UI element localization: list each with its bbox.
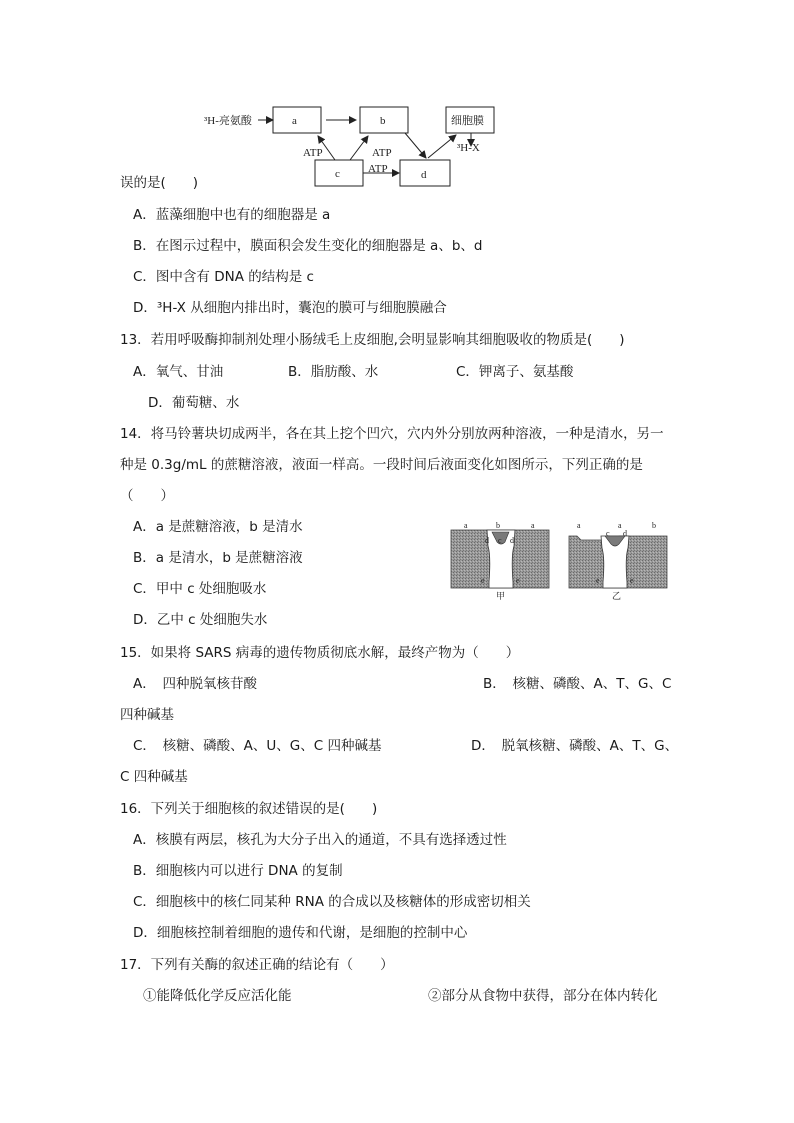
q14-stem-line2: 种是 0.3g/mL 的蔗糖溶液，液面一样高。一段时间后液面变化如图所示，下列正确的是	[120, 457, 643, 473]
q13-option-b: B．脂肪酸、水	[288, 364, 379, 380]
yi-label-a-left: a	[577, 521, 581, 530]
q14-option-a: A．a 是蔗糖溶液，b 是清水	[133, 519, 303, 535]
q14-option-c: C．甲中 c 处细胞吸水	[133, 581, 267, 597]
q16-option-c: C．细胞核中的核仁同某种 RNA 的合成以及核糖体的形成密切相关	[133, 894, 531, 910]
q17-item-2: ②部分从食物中获得，部分在体内转化	[428, 988, 658, 1004]
arrow-c-b	[350, 136, 368, 160]
yi-label-a-mid: a	[618, 521, 622, 530]
box-d-label: d	[421, 169, 427, 181]
box-membrane-label: 细胞膜	[451, 115, 484, 127]
q15-option-d-cont: C 四种碱基	[120, 769, 188, 785]
jia-label-a-right: a	[531, 521, 535, 530]
q14-option-d: D．乙中 c 处细胞失水	[133, 612, 268, 628]
jia-label-e-left: e	[481, 576, 485, 585]
jia-label-a-left: a	[464, 521, 468, 530]
jia-label-b: b	[496, 521, 500, 530]
q12-option-d: D．³H-X 从细胞内排出时，囊泡的膜可与细胞膜融合	[133, 300, 447, 316]
potato-osmosis-diagram	[447, 518, 675, 602]
arrow-d-membrane	[428, 135, 456, 158]
q12-stem-end: 误的是( )	[120, 175, 199, 191]
q15-option-d: D． 脱氧核糖、磷酸、A、T、G、	[471, 738, 679, 754]
yi-label-e-left: e	[596, 576, 600, 585]
q17-item-1: ①能降低化学反应活化能	[143, 988, 292, 1004]
q13-option-d: D．葡萄糖、水	[148, 395, 240, 411]
q14-stem-line1: 14．将马铃薯块切成两半，各在其上挖个凹穴，穴内外分别放两种溶液，一种是清水，另一	[120, 426, 664, 442]
q17-stem: 17．下列有关酶的叙述正确的结论有（ ）	[120, 957, 394, 973]
atp-label-2: ATP	[372, 147, 392, 159]
yi-label-b: b	[652, 521, 656, 530]
q15-stem: 15．如果将 SARS 病毒的遗传物质彻底水解，最终产物为（ ）	[120, 645, 520, 661]
jia-label-d-left: d	[485, 536, 489, 545]
input-label: ³H-亮氨酸	[204, 115, 252, 127]
q13-option-c: C．钾离子、氨基酸	[456, 364, 574, 380]
yi-label-e-right: e	[630, 576, 634, 585]
box-a	[273, 107, 321, 133]
q13-stem: 13．若用呼吸酶抑制剂处理小肠绒毛上皮细胞,会明显影响其细胞吸收的物质是( )	[120, 332, 625, 348]
q16-option-b: B．细胞核内可以进行 DNA 的复制	[133, 863, 343, 879]
q15-option-b-cont: 四种碱基	[120, 707, 174, 723]
jia-label-d-right: d	[510, 536, 514, 545]
q12-option-c: C．图中含有 DNA 的结构是 c	[133, 269, 314, 285]
q16-stem: 16．下列关于细胞核的叙述错误的是( )	[120, 801, 378, 817]
arrow-b-d	[405, 133, 426, 158]
q12-option-b: B．在图示过程中，膜面积会发生变化的细胞器是 a、b、d	[133, 238, 483, 254]
q12-option-a: A．蓝藻细胞中也有的细胞器是 a	[133, 207, 331, 223]
output-label: ³H-X	[457, 142, 480, 154]
atp-label-3: ATP	[368, 163, 388, 175]
caption-yi: 乙	[612, 591, 622, 601]
q14-option-b: B．a 是清水，b 是蔗糖溶液	[133, 550, 303, 566]
jia-label-c: c	[498, 536, 502, 545]
caption-jia: 甲	[496, 591, 506, 601]
q15-option-b: B． 核糖、磷酸、A、T、G、C	[483, 676, 672, 692]
atp-label-1: ATP	[303, 147, 323, 159]
q16-option-d: D．细胞核控制着细胞的遗传和代谢，是细胞的控制中心	[133, 925, 468, 941]
box-a-label: a	[292, 115, 297, 127]
q15-option-a: A． 四种脱氧核苷酸	[133, 676, 257, 692]
q15-option-c: C． 核糖、磷酸、A、U、G、C 四种碱基	[133, 738, 382, 754]
jia-label-e-right: e	[516, 576, 520, 585]
box-c-label: c	[335, 168, 340, 180]
yi-label-d: d	[623, 529, 627, 538]
q16-option-a: A．核膜有两层，核孔为大分子出入的通道，不具有选择透过性	[133, 832, 507, 848]
secretion-pathway-diagram	[200, 100, 500, 192]
potato-yi	[569, 536, 667, 588]
box-b-label: b	[380, 115, 386, 127]
q13-option-a: A．氧气、甘油	[133, 364, 224, 380]
yi-label-c: c	[606, 529, 610, 538]
q14-stem-line3: （ ）	[120, 488, 174, 504]
